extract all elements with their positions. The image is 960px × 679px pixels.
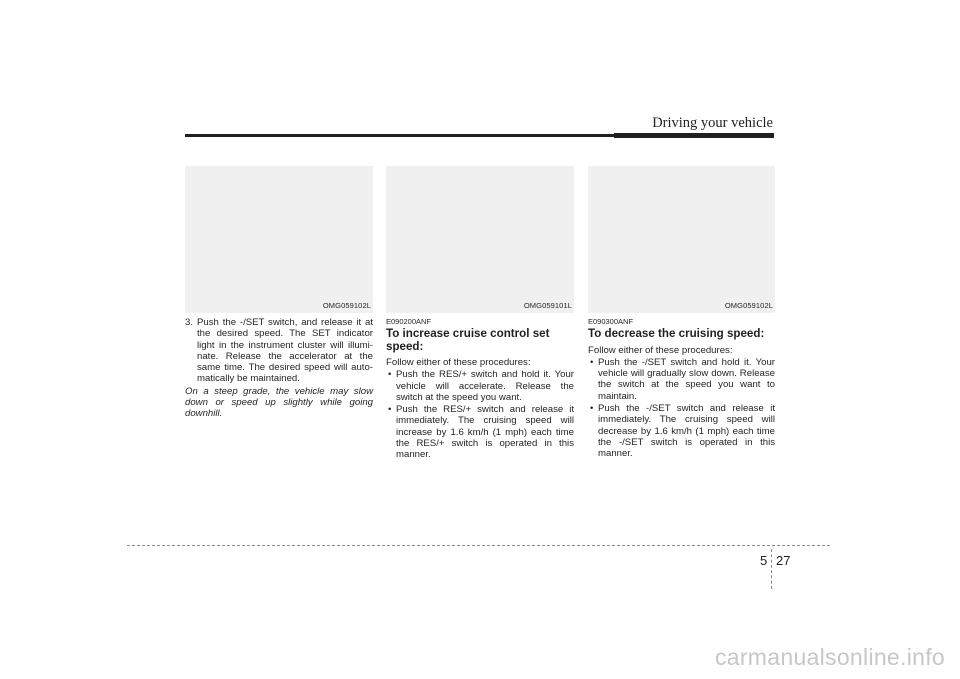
column-middle xyxy=(386,166,574,462)
bullet-item: • Push the RES/+ switch and hold it. Your vehicle will accelerate. Release the switch at the speed you want. xyxy=(386,369,574,403)
header-rule-accent xyxy=(614,133,774,138)
column-left-content xyxy=(185,317,373,420)
footer-page-number: 27 xyxy=(776,553,791,568)
figure-left xyxy=(185,166,373,313)
column-left xyxy=(185,166,373,420)
bullet-list-decrease xyxy=(588,357,775,460)
section-code-increase: E090200ANF xyxy=(386,317,432,326)
step-3 xyxy=(185,317,373,385)
watermark: carmanualsonline.info xyxy=(714,644,945,670)
bullet-item: • Push the -/SET switch and hold it. Your vehicle will gradually slow down. Release the switch at the speed you want to maintain. xyxy=(588,357,775,402)
header-title: Driving your vehicle xyxy=(652,115,773,131)
heading-decrease-speed: To decrease the cruising speed: xyxy=(588,327,765,340)
figure-code-left: OMG059102L xyxy=(322,301,371,310)
heading-increase-speed: To increase cruise control set speed: xyxy=(386,327,550,353)
figure-code-right: OMG059102L xyxy=(724,301,773,310)
step-text: Push the -/SET switch, and release it at the desired speed. The SET indicator light in the instrument cluster will illumi-nate. Release the accelerator at the same time. The desired speed will auto-matically be maintained. xyxy=(197,317,373,385)
bullet-list-increase xyxy=(386,369,574,460)
footer-dashed-divider xyxy=(771,549,772,589)
intro-increase: Follow either of these procedures: xyxy=(386,357,531,368)
steep-grade-note: On a steep grade, the vehicle may slow down or speed up slightly while going downhill. xyxy=(185,385,373,420)
column-right-content xyxy=(588,317,775,459)
step-number: 3. xyxy=(185,317,194,328)
intro-decrease: Follow either of these procedures: xyxy=(588,344,733,356)
column-middle-content xyxy=(386,317,574,461)
figure-middle xyxy=(386,166,574,313)
column-right xyxy=(588,166,775,460)
section-code-decrease: E090300ANF xyxy=(588,317,634,326)
footer-chapter-number: 5 xyxy=(760,553,768,568)
figure-right xyxy=(588,166,775,313)
footer-dashed-rule xyxy=(127,545,830,546)
bullet-item: • Push the RES/+ switch and release it immediately. The cruising speed will increase by 1.6 km/h (1 mph) each time the RES/+ switch is operated in this manner. xyxy=(386,404,574,460)
figure-code-middle: OMG059101L xyxy=(523,301,572,310)
bullet-item: • Push the -/SET switch and release it immediately. The cruising speed will decrease by 1.6 km/h (1 mph) each time the -/SET switch is operated in this manner. xyxy=(588,403,775,459)
